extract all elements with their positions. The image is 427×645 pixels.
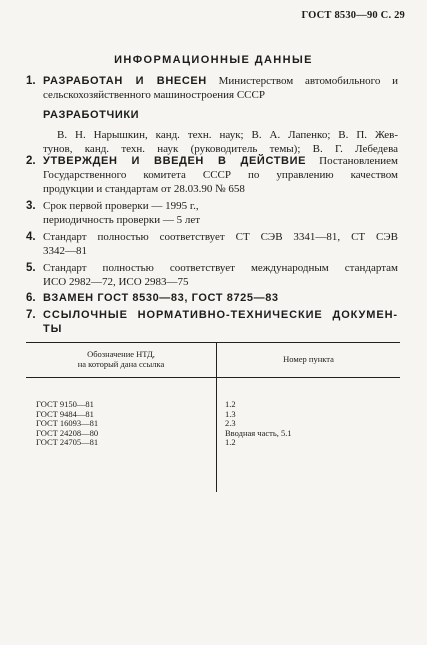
section-7-heading-line-2: ТЫ (43, 323, 63, 335)
section-1 (26, 74, 398, 102)
section-2-line-1 (43, 154, 398, 168)
developers-heading: РАЗРАБОТЧИКИ (43, 109, 140, 121)
table-spacer-row (26, 378, 400, 401)
cell-document: ГОСТ 9150—81 (26, 400, 217, 410)
cell-document: ГОСТ 16093—81 (26, 419, 217, 429)
section-number: 2. (26, 155, 36, 167)
section-7-heading-line-1: ССЫЛОЧНЫЕ НОРМАТИВНО-ТЕХНИЧЕСКИЕ ДОКУМЕН- (43, 309, 398, 321)
column-header-item: Номер пункта (217, 343, 401, 378)
column-header-document-line-2: на который дана ссылка (77, 359, 165, 369)
cell-document: ГОСТ 9484—81 (26, 410, 217, 420)
section-4-line-1: Стандарт полностью соответствует СТ СЭВ 3341—81, СТ СЭВ (43, 231, 398, 243)
section-3-line-1: Срок первой проверки — 1995 г., (43, 200, 199, 212)
section-2-line-2: Государственного комитета СССР по управлению качеством (43, 169, 398, 181)
section-2 (26, 154, 398, 196)
section-number: 4. (26, 231, 36, 243)
section-4 (26, 230, 398, 258)
section-2-text: Постановлением (319, 155, 399, 167)
section-3-line-2: периодичность проверки — 5 лет (43, 214, 201, 226)
section-number: 1. (26, 75, 36, 87)
page-reference: ГОСТ 8530—90 С. 29 (301, 10, 405, 21)
section-1-line-1 (43, 74, 398, 88)
section-2-heading: УТВЕРЖДЕН И ВВЕДЕН В ДЕЙСТВИЕ (43, 155, 307, 167)
section-7 (26, 308, 398, 336)
section-2-line-3: продукции и стандартам от 28.03.90 № 658 (43, 183, 245, 195)
section-1-line-2: сельскохозяйственного машиностроения СССР (43, 89, 265, 101)
section-6 (26, 291, 398, 305)
table-header-row (26, 343, 400, 378)
table-tail-row (26, 448, 400, 492)
references-table (26, 342, 400, 492)
section-5-line-1: Стандарт полностью соответствует международным стандартам (43, 262, 398, 274)
section-number: 7. (26, 309, 36, 321)
section-number: 3. (26, 200, 36, 212)
cell-item: 2.3 (225, 418, 236, 428)
cell-item: Вводная часть, 5.1 (225, 427, 292, 438)
column-header-document (26, 343, 217, 378)
document-title: ИНФОРМАЦИОННЫЕ ДАННЫЕ (114, 54, 313, 66)
section-number: 6. (26, 292, 36, 304)
section-4-line-2: 3342—81 (43, 245, 87, 257)
section-number: 5. (26, 262, 36, 274)
developers-line-2: тунов, канд. техн. наук (руководитель темы); В. Г. Лебедева (43, 143, 398, 155)
cell-document: ГОСТ 24208—80 (26, 429, 217, 439)
section-1-text: Министерством автомобильного и (218, 75, 399, 87)
developers-line-1: В. Н. Нарышкин, канд. техн. наук; В. А. Лапенко; В. П. Жев- (57, 129, 398, 141)
table-row (26, 438, 400, 448)
cell-item: 1.3 (225, 408, 236, 419)
section-6-heading: ВЗАМЕН ГОСТ 8530—83, ГОСТ 8725—83 (43, 292, 279, 304)
cell-item: 1.2 (225, 437, 236, 447)
section-5 (26, 261, 398, 289)
developers-block (26, 108, 398, 156)
section-5-line-2: ИСО 2982—72, ИСО 2983—75 (43, 276, 189, 288)
column-header-document-line-1: Обозначение НТД, (87, 349, 155, 359)
section-1-heading: РАЗРАБОТАН И ВНЕСЕН (43, 75, 207, 87)
cell-document: ГОСТ 24705—81 (26, 438, 217, 448)
cell-item: 1.2 (225, 399, 236, 409)
section-3 (26, 199, 398, 227)
